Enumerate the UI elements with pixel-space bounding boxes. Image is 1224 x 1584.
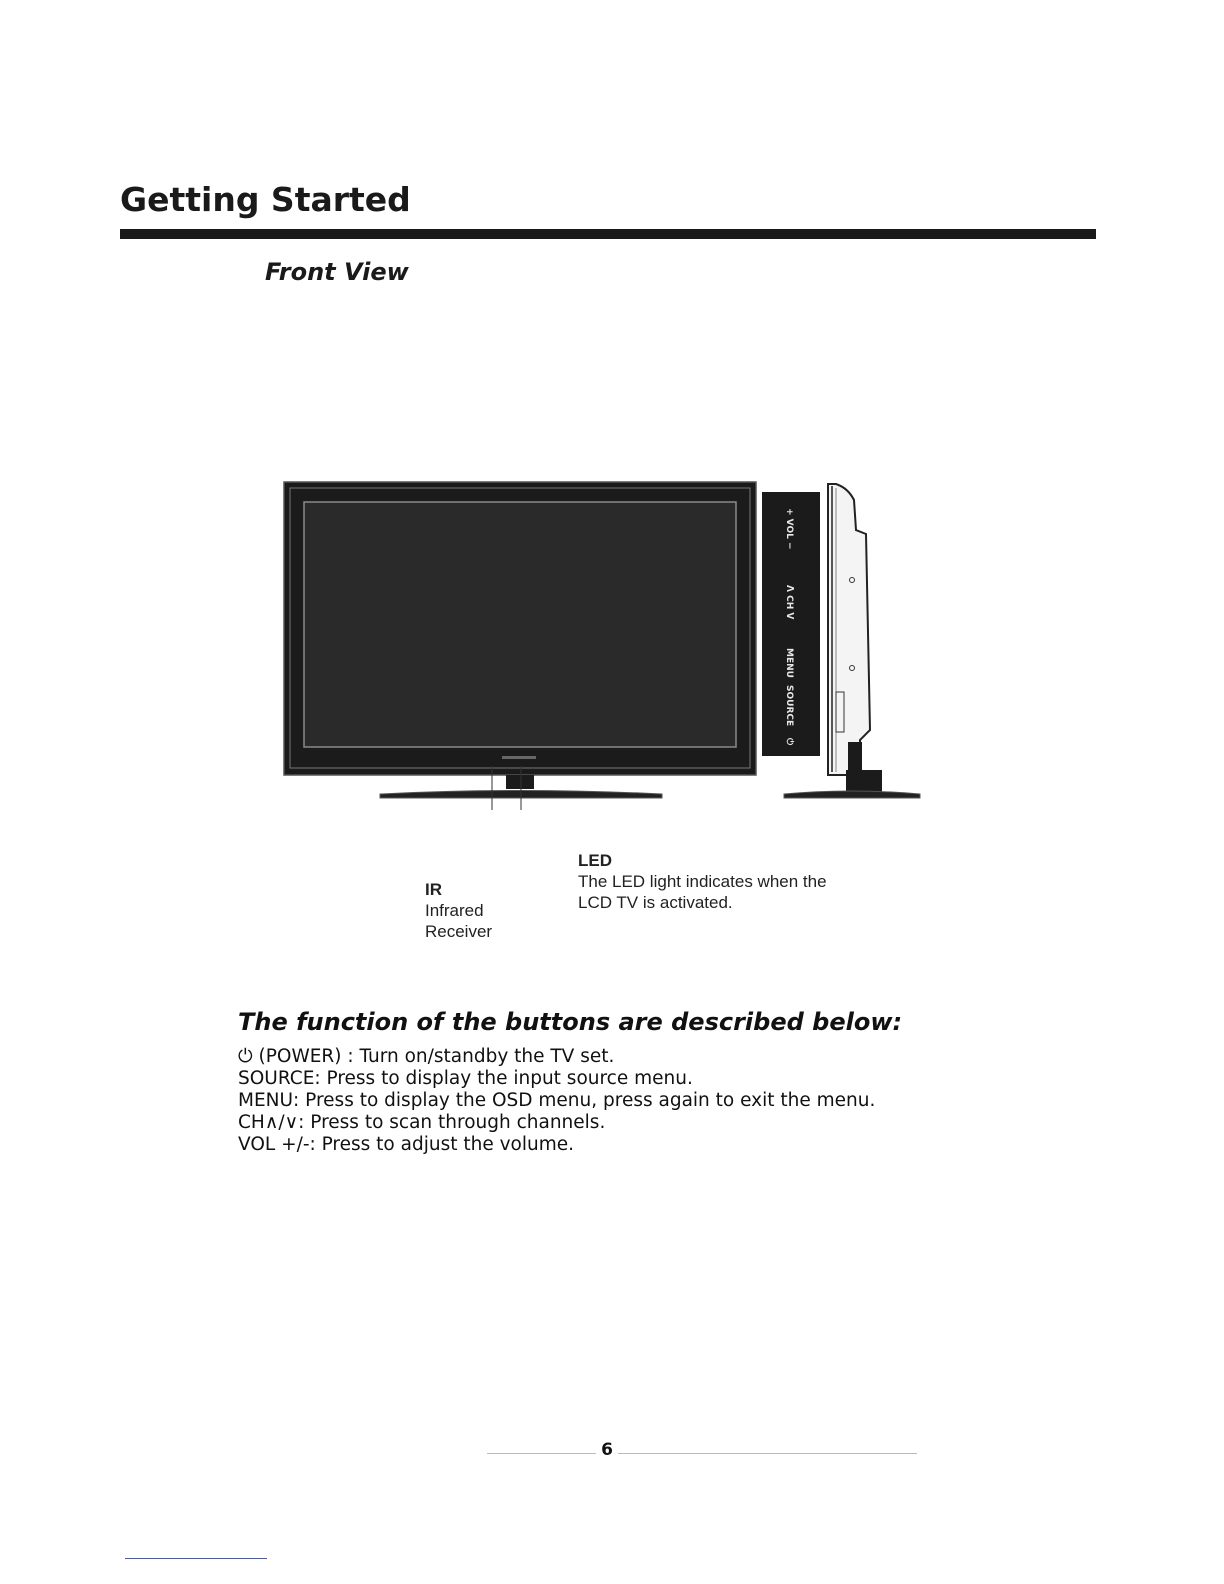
bottom-link-rule [125,1558,267,1559]
tv-logo [502,756,536,759]
button-desc-vol: VOL +/-: Press to adjust the volume. [238,1134,574,1155]
led-callout [578,850,827,913]
tv-illustration [270,470,930,810]
panel-label-power: ⏻ [784,738,794,746]
button-desc-source: SOURCE: Press to display the input source menu. [238,1068,693,1089]
ir-label: IR [425,880,442,899]
tv-front-view [284,482,756,798]
section-subtitle: Front View [265,258,409,286]
page-number: 6 [596,1440,618,1460]
ir-description-line1: Infrared [425,901,484,920]
page-title: Getting Started [120,180,411,219]
button-desc-ch: CH∧/∨: Press to scan through channels. [238,1112,606,1133]
led-label: LED [578,851,612,870]
led-description-line2: LCD TV is activated. [578,893,733,912]
title-rule [120,229,1096,239]
buttons-description-list [238,1046,875,1156]
led-description-line1: The LED light indicates when the [578,872,827,891]
panel-label-vol: + VOL − [784,508,794,550]
panel-label-source: SOURCE [784,685,794,727]
button-desc-power: ⏻ (POWER) : Turn on/standby the TV set. [238,1046,615,1067]
ir-callout [425,879,492,942]
footer-rule [487,1453,917,1454]
ir-description-line2: Receiver [425,922,493,941]
button-desc-menu: MENU: Press to display the OSD menu, press again to exit the menu. [238,1090,876,1111]
buttons-heading: The function of the buttons are described below: [238,1008,903,1036]
side-button-panel [762,492,820,756]
panel-label-ch: ᐱ CH ᐯ [784,585,794,620]
panel-label-menu: MENU [784,648,794,678]
